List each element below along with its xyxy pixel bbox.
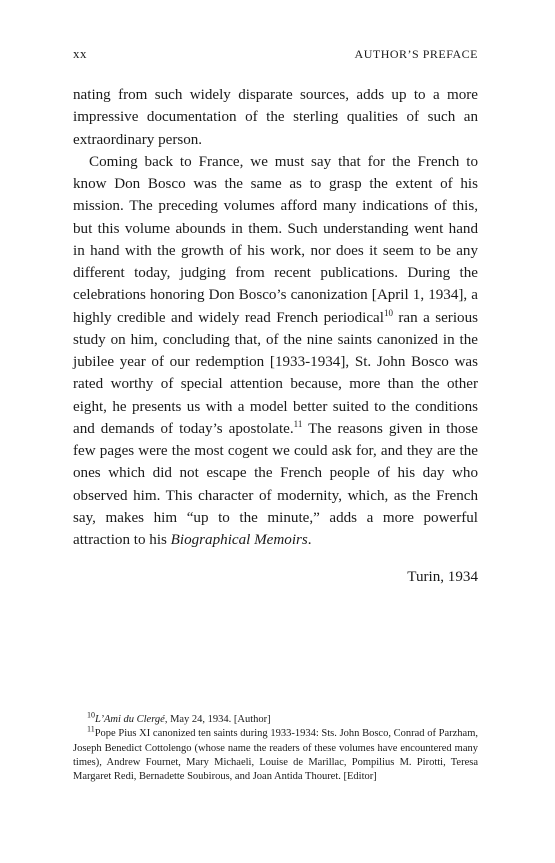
footnote-10 bbox=[73, 710, 478, 727]
page-body bbox=[73, 46, 478, 586]
paragraph-2-text-a: Coming back to France, we must say that for the French to know Don Bosco was the same as to grasp the extent of his mission. The preceding volumes afford many indications of this, but this volume abounds in them. Such understanding went hand in hand with the growth of his work, nor does it seem to be any different today, judging from recent publications. During the celebrations honoring Don Bosco’s canonization [April 1, 1934], a highly credible and widely read French periodical bbox=[73, 153, 478, 326]
book-title: Biographical Memoirs bbox=[170, 532, 308, 548]
paragraph-1: nating from such widely disparate sources, adds up to a more impressive documentation of the sterling qualities of such an extraordinary person. bbox=[73, 87, 478, 148]
sign-off: Turin, 1934 bbox=[407, 569, 478, 586]
footnote-number: 11 bbox=[87, 724, 95, 734]
footnote-ref-11: 11 bbox=[293, 418, 303, 429]
paragraph-2-text-b: ran a serious study on him, concluding that, of the nine saints canonized in the jubilee year of our redemption [1933-1934], St. John Bosco was rated worthy of special attention because, more than the other eight, he presents us with a model better suited to the conditions and demands of today’s apostolate. bbox=[73, 309, 478, 437]
paragraph-2-text-c: The reasons given in those few pages were the most cogent we could ask for, and they are the ones which did not escape the French people of his day who observed him. This character of modernity, which, as the French say, makes him “up to the minute,” adds a more powerful attraction to his bbox=[73, 420, 478, 548]
page-number: xx bbox=[73, 46, 87, 61]
footnote-text: , May 24, 1934. [Author] bbox=[164, 714, 271, 725]
footnote-text: Pope Pius XI canonized ten saints during 1933-1934: Sts. John Bosco, Conrad of Parzham, Joseph Benedict Cottolengo (whose name the readers of these volumes have encountered many times), Andrew Fournet, Mary Michaeli, Louise de Marillac, Pompilius M. Pirotti, Teresa Margaret Redi, Bernadette Soubirous, and Joan Antida Thouret. [Editor] bbox=[73, 728, 478, 783]
footnote-11 bbox=[73, 724, 478, 784]
footnote-source-title: L’Ami du Clergé bbox=[95, 714, 165, 725]
main-text bbox=[73, 84, 478, 551]
footnote-ref-10: 10 bbox=[383, 307, 393, 318]
running-header bbox=[73, 46, 478, 66]
paragraph-2 bbox=[73, 151, 478, 552]
running-title: AUTHOR’S PREFACE bbox=[354, 47, 478, 61]
footnote-number: 10 bbox=[87, 710, 95, 720]
paragraph-2-end: . bbox=[307, 532, 312, 548]
footnotes bbox=[73, 710, 478, 784]
